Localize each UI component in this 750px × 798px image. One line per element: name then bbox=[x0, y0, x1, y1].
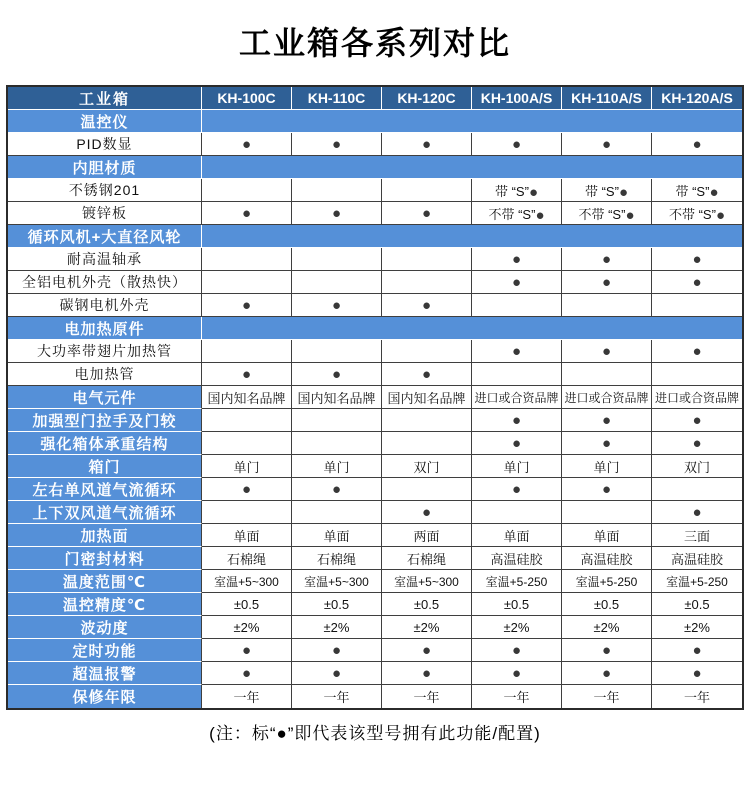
data-cell bbox=[292, 133, 382, 156]
data-cell bbox=[472, 501, 562, 524]
data-cell bbox=[382, 432, 472, 455]
row-label-cell: 电气元件 bbox=[8, 386, 202, 409]
data-cell: ±2% bbox=[652, 616, 742, 639]
model-header-cell: KH-110A/S bbox=[562, 87, 652, 110]
section-label-cell: 循环风机+大直径风轮 bbox=[8, 225, 202, 248]
data-cell: ±2% bbox=[562, 616, 652, 639]
data-cell bbox=[292, 409, 382, 432]
data-cell: 国内知名品牌 bbox=[202, 386, 292, 409]
row-label-cell: 镀锌板 bbox=[8, 202, 202, 225]
data-cell bbox=[472, 340, 562, 363]
data-cell bbox=[292, 501, 382, 524]
feature-dot: ● bbox=[331, 205, 342, 222]
data-cell: ±2% bbox=[292, 616, 382, 639]
data-cell bbox=[202, 501, 292, 524]
feature-dot: ● bbox=[331, 366, 342, 383]
feature-row bbox=[8, 432, 742, 455]
data-cell bbox=[292, 340, 382, 363]
feature-row bbox=[8, 386, 742, 409]
row-label-cell: 左右单风道气流循环 bbox=[8, 478, 202, 501]
section-row bbox=[8, 110, 742, 133]
data-cell bbox=[652, 248, 742, 271]
table-title-cell: 工业箱 bbox=[8, 87, 202, 110]
data-cell: 一年 bbox=[202, 685, 292, 708]
data-cell: 单门 bbox=[292, 455, 382, 478]
data-cell: 石棉绳 bbox=[202, 547, 292, 570]
data-cell bbox=[562, 340, 652, 363]
data-cell: ±0.5 bbox=[202, 593, 292, 616]
row-label-cell: 箱门 bbox=[8, 455, 202, 478]
row-label-cell: 定时功能 bbox=[8, 639, 202, 662]
feature-row bbox=[8, 271, 742, 294]
data-cell: ±2% bbox=[202, 616, 292, 639]
row-label-cell: 保修年限 bbox=[8, 685, 202, 708]
data-cell bbox=[472, 662, 562, 685]
feature-dot: ● bbox=[331, 297, 342, 314]
data-cell bbox=[652, 294, 742, 317]
data-cell: 带 “S”● bbox=[472, 179, 562, 202]
data-cell bbox=[382, 271, 472, 294]
data-cell: 两面 bbox=[382, 524, 472, 547]
data-cell bbox=[292, 248, 382, 271]
feature-dot: ● bbox=[692, 343, 702, 360]
data-cell bbox=[562, 294, 652, 317]
data-cell: 单面 bbox=[562, 524, 652, 547]
data-cell bbox=[382, 409, 472, 432]
model-header-cell: KH-100C bbox=[202, 87, 292, 110]
data-cell bbox=[472, 478, 562, 501]
feature-dot: ● bbox=[421, 642, 432, 659]
feature-dot: ● bbox=[421, 366, 432, 383]
feature-dot: ● bbox=[692, 251, 702, 268]
data-cell bbox=[562, 363, 652, 386]
feature-dot: ● bbox=[511, 665, 522, 682]
feature-dot: ● bbox=[535, 206, 545, 224]
data-cell bbox=[472, 294, 562, 317]
data-cell: 一年 bbox=[652, 685, 742, 708]
data-cell bbox=[382, 294, 472, 317]
data-cell bbox=[652, 639, 742, 662]
data-cell bbox=[562, 662, 652, 685]
section-span-cell bbox=[202, 110, 742, 133]
data-cell: 三面 bbox=[652, 524, 742, 547]
data-cell: 单门 bbox=[202, 455, 292, 478]
data-cell bbox=[202, 202, 292, 225]
data-cell: 进口或合资品牌 bbox=[472, 386, 562, 409]
data-cell bbox=[562, 478, 652, 501]
feature-row bbox=[8, 501, 742, 524]
data-cell bbox=[562, 432, 652, 455]
model-header-cell: KH-110C bbox=[292, 87, 382, 110]
feature-dot: ● bbox=[331, 665, 342, 682]
feature-row bbox=[8, 409, 742, 432]
data-cell: 单面 bbox=[472, 524, 562, 547]
data-cell: ±0.5 bbox=[472, 593, 562, 616]
feature-dot: ● bbox=[601, 251, 612, 268]
data-cell bbox=[292, 662, 382, 685]
data-cell bbox=[472, 432, 562, 455]
data-cell bbox=[472, 248, 562, 271]
feature-row bbox=[8, 340, 742, 363]
data-cell bbox=[652, 662, 742, 685]
feature-dot: ● bbox=[601, 343, 612, 360]
data-cell: 双门 bbox=[652, 455, 742, 478]
data-cell: 进口或合资品牌 bbox=[562, 386, 652, 409]
feature-dot: ● bbox=[692, 665, 702, 682]
table-header-row bbox=[8, 87, 742, 110]
feature-dot: ● bbox=[241, 366, 252, 383]
model-header-cell: KH-120A/S bbox=[652, 87, 742, 110]
row-label-cell: 碳钢电机外壳 bbox=[8, 294, 202, 317]
data-cell: 单面 bbox=[292, 524, 382, 547]
feature-row bbox=[8, 478, 742, 501]
feature-dot: ● bbox=[618, 183, 628, 201]
feature-dot: ● bbox=[601, 642, 612, 659]
data-cell bbox=[652, 271, 742, 294]
data-cell: ±0.5 bbox=[652, 593, 742, 616]
data-cell bbox=[382, 133, 472, 156]
data-cell: 单门 bbox=[562, 455, 652, 478]
data-cell bbox=[202, 340, 292, 363]
feature-row bbox=[8, 616, 742, 639]
data-cell bbox=[202, 409, 292, 432]
data-cell bbox=[292, 179, 382, 202]
feature-dot: ● bbox=[692, 274, 702, 291]
data-cell: 室温+5-250 bbox=[562, 570, 652, 593]
feature-row bbox=[8, 294, 742, 317]
feature-dot: ● bbox=[511, 251, 522, 268]
page-title: 工业箱各系列对比 bbox=[238, 25, 511, 61]
section-span-cell bbox=[202, 225, 742, 248]
data-cell bbox=[382, 179, 472, 202]
row-label-cell: 门密封材料 bbox=[8, 547, 202, 570]
feature-dot: ● bbox=[511, 642, 522, 659]
feature-dot: ● bbox=[241, 297, 252, 314]
data-cell bbox=[202, 639, 292, 662]
data-cell: ±0.5 bbox=[382, 593, 472, 616]
table-body bbox=[8, 110, 742, 708]
data-cell bbox=[562, 248, 652, 271]
feature-dot: ● bbox=[421, 297, 432, 314]
data-cell: 不带 “S”● bbox=[652, 202, 742, 225]
feature-dot: ● bbox=[692, 435, 702, 452]
data-cell bbox=[202, 133, 292, 156]
feature-dot: ● bbox=[511, 435, 522, 452]
feature-row bbox=[8, 248, 742, 271]
feature-dot: ● bbox=[692, 412, 702, 429]
data-cell bbox=[292, 639, 382, 662]
section-row bbox=[8, 317, 742, 340]
data-cell: 进口或合资品牌 bbox=[652, 386, 742, 409]
data-cell bbox=[472, 271, 562, 294]
feature-row bbox=[8, 547, 742, 570]
data-cell: 室温+5-250 bbox=[652, 570, 742, 593]
feature-dot: ● bbox=[421, 665, 432, 682]
feature-dot: ● bbox=[601, 136, 612, 153]
feature-dot: ● bbox=[601, 435, 612, 452]
data-cell bbox=[562, 501, 652, 524]
feature-dot: ● bbox=[331, 481, 342, 498]
data-cell: 室温+5~300 bbox=[292, 570, 382, 593]
data-cell bbox=[472, 363, 562, 386]
data-cell bbox=[652, 133, 742, 156]
row-label-cell: 强化箱体承重结构 bbox=[8, 432, 202, 455]
data-cell bbox=[202, 179, 292, 202]
data-cell bbox=[562, 133, 652, 156]
data-cell bbox=[202, 271, 292, 294]
data-cell bbox=[202, 248, 292, 271]
data-cell bbox=[382, 363, 472, 386]
feature-dot: ● bbox=[511, 412, 522, 429]
feature-dot: ● bbox=[511, 136, 522, 153]
table-head bbox=[8, 87, 742, 110]
row-label-cell: 上下双风道气流循环 bbox=[8, 501, 202, 524]
feature-row bbox=[8, 179, 742, 202]
data-cell: 国内知名品牌 bbox=[382, 386, 472, 409]
data-cell bbox=[202, 294, 292, 317]
feature-dot: ● bbox=[331, 642, 342, 659]
row-label-cell: 超温报警 bbox=[8, 662, 202, 685]
data-cell: 不带 “S”● bbox=[562, 202, 652, 225]
feature-dot: ● bbox=[625, 206, 635, 224]
row-label-cell: 电加热管 bbox=[8, 363, 202, 386]
data-cell bbox=[382, 340, 472, 363]
feature-dot: ● bbox=[715, 206, 725, 224]
data-cell bbox=[292, 202, 382, 225]
section-row bbox=[8, 225, 742, 248]
feature-row bbox=[8, 685, 742, 708]
data-cell bbox=[562, 639, 652, 662]
feature-dot: ● bbox=[511, 274, 522, 291]
section-span-cell bbox=[202, 317, 742, 340]
section-label-cell: 温控仪 bbox=[8, 110, 202, 133]
data-cell bbox=[652, 478, 742, 501]
row-label-cell: 温度范围℃ bbox=[8, 570, 202, 593]
feature-dot: ● bbox=[601, 274, 612, 291]
feature-row bbox=[8, 455, 742, 478]
data-cell: 室温+5~300 bbox=[382, 570, 472, 593]
data-cell bbox=[562, 271, 652, 294]
data-cell bbox=[382, 202, 472, 225]
feature-row bbox=[8, 202, 742, 225]
feature-row bbox=[8, 662, 742, 685]
data-cell bbox=[472, 133, 562, 156]
data-cell: ±2% bbox=[382, 616, 472, 639]
feature-row bbox=[8, 363, 742, 386]
data-cell: 双门 bbox=[382, 455, 472, 478]
data-cell bbox=[202, 363, 292, 386]
data-cell: 室温+5-250 bbox=[472, 570, 562, 593]
feature-dot: ● bbox=[421, 205, 432, 222]
row-label-cell: 加热面 bbox=[8, 524, 202, 547]
section-label-cell: 内胆材质 bbox=[8, 156, 202, 179]
data-cell bbox=[292, 478, 382, 501]
feature-row bbox=[8, 593, 742, 616]
feature-dot: ● bbox=[421, 136, 432, 153]
comparison-table bbox=[6, 85, 744, 710]
model-header-cell: KH-120C bbox=[382, 87, 472, 110]
row-label-cell: 加强型门拉手及门较 bbox=[8, 409, 202, 432]
data-cell bbox=[652, 409, 742, 432]
feature-dot: ● bbox=[709, 183, 719, 201]
row-label-cell: 温控精度℃ bbox=[8, 593, 202, 616]
data-cell: 不带 “S”● bbox=[472, 202, 562, 225]
feature-dot: ● bbox=[241, 665, 252, 682]
data-cell: 单面 bbox=[202, 524, 292, 547]
feature-dot: ● bbox=[692, 642, 702, 659]
data-cell: 石棉绳 bbox=[292, 547, 382, 570]
feature-dot: ● bbox=[601, 412, 612, 429]
feature-dot: ● bbox=[241, 481, 252, 498]
feature-dot: ● bbox=[241, 136, 252, 153]
data-cell bbox=[652, 432, 742, 455]
data-cell bbox=[652, 340, 742, 363]
data-cell bbox=[292, 294, 382, 317]
data-cell: ±2% bbox=[472, 616, 562, 639]
data-cell: ±0.5 bbox=[292, 593, 382, 616]
feature-dot: ● bbox=[528, 183, 538, 201]
data-cell bbox=[472, 409, 562, 432]
data-cell: 一年 bbox=[292, 685, 382, 708]
data-cell bbox=[382, 478, 472, 501]
data-cell bbox=[202, 432, 292, 455]
row-label-cell: 耐高温轴承 bbox=[8, 248, 202, 271]
data-cell: 一年 bbox=[472, 685, 562, 708]
data-cell: 石棉绳 bbox=[382, 547, 472, 570]
data-cell: 单门 bbox=[472, 455, 562, 478]
data-cell: 带 “S”● bbox=[562, 179, 652, 202]
feature-row bbox=[8, 133, 742, 156]
data-cell bbox=[292, 432, 382, 455]
feature-dot: ● bbox=[241, 642, 252, 659]
data-cell bbox=[292, 363, 382, 386]
row-label-cell: 不锈钢201 bbox=[8, 179, 202, 202]
data-cell: 高温硅胶 bbox=[562, 547, 652, 570]
feature-dot: ● bbox=[601, 481, 612, 498]
footnote: (注：标“●”即代表该型号拥有此功能/配置) bbox=[209, 724, 541, 743]
feature-dot: ● bbox=[511, 481, 522, 498]
data-cell bbox=[382, 639, 472, 662]
data-cell bbox=[292, 271, 382, 294]
model-header-cell: KH-100A/S bbox=[472, 87, 562, 110]
feature-dot: ● bbox=[692, 136, 702, 153]
data-cell: 带 “S”● bbox=[652, 179, 742, 202]
feature-dot: ● bbox=[331, 136, 342, 153]
data-cell: 一年 bbox=[382, 685, 472, 708]
data-cell bbox=[202, 478, 292, 501]
feature-row bbox=[8, 570, 742, 593]
data-cell bbox=[652, 501, 742, 524]
feature-row bbox=[8, 639, 742, 662]
data-cell bbox=[382, 248, 472, 271]
row-label-cell: PID数显 bbox=[8, 133, 202, 156]
row-label-cell: 全铝电机外壳（散热快） bbox=[8, 271, 202, 294]
feature-dot: ● bbox=[601, 665, 612, 682]
data-cell bbox=[472, 639, 562, 662]
data-cell: 国内知名品牌 bbox=[292, 386, 382, 409]
data-cell: 高温硅胶 bbox=[472, 547, 562, 570]
section-row bbox=[8, 156, 742, 179]
row-label-cell: 波动度 bbox=[8, 616, 202, 639]
data-cell: 高温硅胶 bbox=[652, 547, 742, 570]
feature-dot: ● bbox=[511, 343, 522, 360]
feature-dot: ● bbox=[692, 504, 702, 521]
feature-row bbox=[8, 524, 742, 547]
feature-dot: ● bbox=[241, 205, 252, 222]
feature-dot: ● bbox=[421, 504, 432, 521]
data-cell: ±0.5 bbox=[562, 593, 652, 616]
data-cell bbox=[202, 662, 292, 685]
section-label-cell: 电加热原件 bbox=[8, 317, 202, 340]
data-cell bbox=[562, 409, 652, 432]
data-cell: 一年 bbox=[562, 685, 652, 708]
data-cell bbox=[652, 363, 742, 386]
row-label-cell: 大功率带翅片加热管 bbox=[8, 340, 202, 363]
data-cell: 室温+5~300 bbox=[202, 570, 292, 593]
data-cell bbox=[382, 662, 472, 685]
section-span-cell bbox=[202, 156, 742, 179]
data-cell bbox=[382, 501, 472, 524]
